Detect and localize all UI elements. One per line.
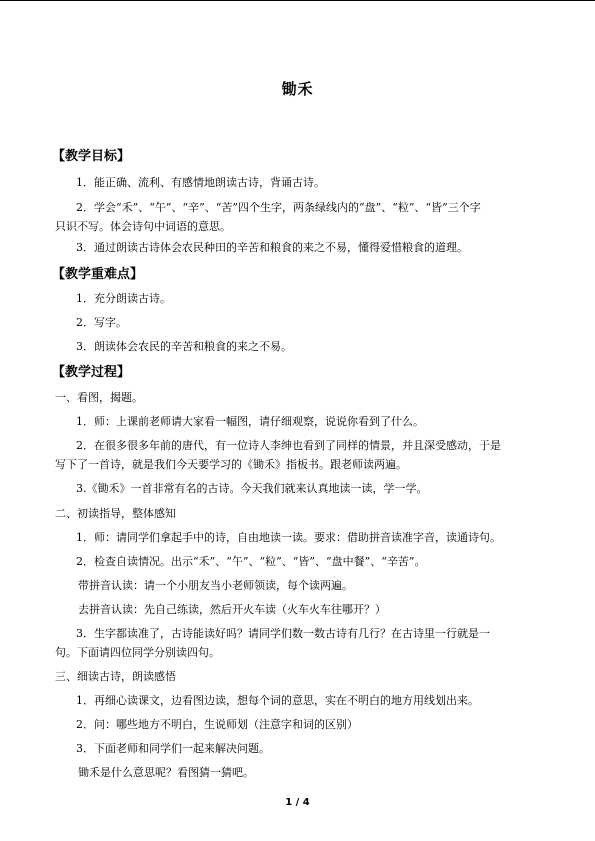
process-step-2-item-2-detail-1: 带拼音认读：请一个小朋友当小老师领读，每个读两遍。 [78,579,353,592]
process-step-2-item-3-line-1: 3．生字都读准了，古诗能读好吗？请同学们数一数古诗有几行？在古诗里一行就是一 [76,627,490,640]
process-step-1-item-2-line-1: 2．在很多很多年前的唐代，有一位诗人李绅也看到了同样的情景，并且深受感动，于是 [76,439,501,452]
page-title: 锄禾 [281,80,314,98]
process-step-2-item-1: 1．师：请同学们拿起手中的诗，自由地读一读。要求：借助拼音读准字音，读通诗句。 [76,531,501,544]
process-step-2-heading: 二、初读指导，整体感知 [55,507,176,520]
process-step-2-item-3-line-2: 句。下面请四位同学分别读四句。 [55,646,220,659]
process-step-3-item-3: 3．下面老师和同学们一起来解决问题。 [76,742,270,755]
section-heading-goals: 【教学目标】 [52,149,131,164]
process-step-3-heading: 三、细读古诗，朗读感悟 [55,670,176,683]
process-step-1-heading: 一、看图，揭题。 [55,391,143,404]
goal-item-2-line-2: 只识不写。体会诗句中词语的意思。 [55,220,231,233]
process-step-3-item-1: 1．再细心读课文，边看图边读，想每个词的意思，实在不明白的地方用线划出来。 [76,694,479,707]
keypoint-item-2: 2．写字。 [76,316,127,329]
process-step-2-item-2-detail-2: 去拼音认读：先自己练读，然后开火车读（火车火车往哪开？） [78,603,386,616]
process-step-1-item-3: 3.《锄禾》一首非常有名的古诗。今天我们就来认真地读一读，学一学。 [76,482,428,495]
keypoint-item-1: 1．充分朗读古诗。 [76,292,171,305]
keypoint-item-3: 3．朗读体会农民的辛苦和粮食的来之不易。 [76,340,292,353]
process-step-1-item-2-line-2: 写下了一首诗，就是我们今天要学习的《锄禾》指板书。跟老师读两遍。 [55,458,407,471]
goal-item-2-line-1: 2．学会“禾”、“午”、“辛”、“苦”四个生字，两条绿线内的“盘”、“粒”、“皆”三个字 [76,201,481,214]
goal-item-1: 1．能正确、流利、有感情地朗读古诗，背诵古诗。 [76,176,325,189]
process-step-1-item-1: 1．师：上课前老师请大家看一幅图，请仔细观察，说说你看到了什么。 [76,415,424,428]
goal-item-3: 3．通过朗读古诗体会农民种田的辛苦和粮食的来之不易，懂得爱惜粮食的道理。 [76,241,468,254]
process-step-3-item-4: 锄禾是什么意思呢？看图猜一猜吧。 [78,766,254,779]
section-heading-process: 【教学过程】 [52,365,131,380]
section-heading-keypoints: 【教学重难点】 [52,267,144,282]
page-number: 1 / 4 [285,797,310,808]
header-rule [0,0,595,1]
process-step-3-item-2: 2．问：哪些地方不明白，生说师划（注意字和词的区别） [76,718,358,731]
process-step-2-item-2: 2．检查自读情况。出示“禾”、“午”、“粒”、“皆”、“盘中餐”、“辛苦”。 [76,555,426,568]
